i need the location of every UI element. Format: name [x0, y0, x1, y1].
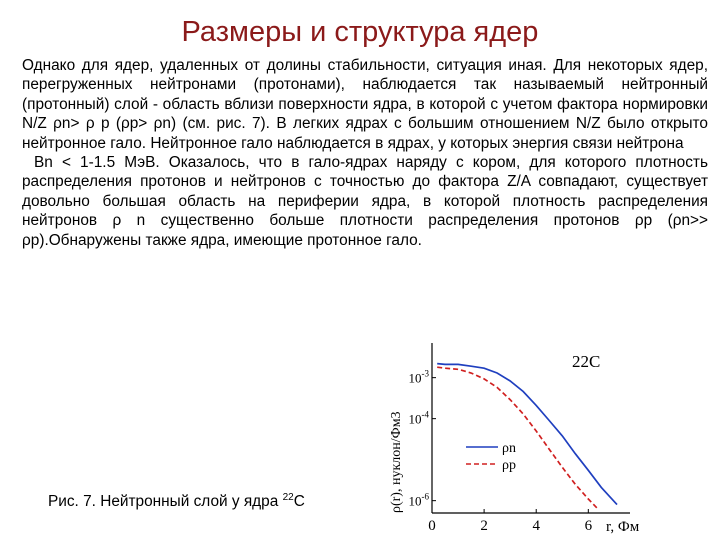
x-tick-label: 6 [584, 518, 593, 534]
x-tick-label: 0 [428, 518, 436, 534]
series-line-neutrons [437, 364, 617, 505]
body-text [22, 56, 708, 250]
chart-series [437, 364, 617, 510]
chart-legend [466, 441, 516, 473]
legend-label: ρn [502, 441, 516, 456]
slide-title: Размеры и структура ядер [181, 16, 539, 48]
density-chart [380, 335, 642, 540]
x-tick-label: 2 [480, 518, 488, 534]
x-tick-label: 4 [532, 518, 540, 534]
paragraph-1: Однако для ядер, удаленных от долины стабильности, ситуация иная. Для некоторых ядер, перегруженных нейтронами (протонами), наблюдается так называемый нейтронный (протонный) слой - область вблизи поверхности ядра, в которой с учетом фактора нормировки N/Z ρn> ρ p (ρp> ρn) (см. рис. 7). В легких ядрах с большим отношением N/Z было открыто нейтронное гало. Нейтронное гало наблюдается в ядрах, у которых энергия связи нейтрона [22, 57, 708, 152]
paragraph-2: Bn < 1-1.5 МэВ. Оказалось, что в гало-ядрах наряду с кором, для которого плотность распределения протонов и нейтронов с точностью до фактора Z/A совпадают, существует довольно большая область на периферии ядра, в которой плотность распределения нейтронов ρ n существенно больше плотности распределения протонов ρp (ρn>> ρp).Обнаружены также ядра, имеющие протонное гало. [22, 154, 708, 249]
y-axis-label: ρ(r), нуклон/Фм3 [389, 411, 404, 513]
chart-ticks [409, 369, 593, 534]
y-tick-label: $10^{-6}$ [408, 491, 429, 509]
y-tick-label: $10^{-4}$ [408, 409, 429, 427]
caption-superscript: 22 [282, 492, 294, 503]
y-tick-label: $10^{-3}$ [408, 368, 429, 386]
legend-label: ρp [502, 458, 516, 473]
x-axis-label: r, Фм [606, 519, 640, 535]
chart-title: 22C [572, 352, 601, 371]
figure-caption [48, 492, 305, 511]
caption-tail: С [293, 493, 305, 510]
series-line-protons [437, 367, 599, 510]
caption-text: Рис. 7. Нейтронный слой у ядра [48, 493, 283, 510]
